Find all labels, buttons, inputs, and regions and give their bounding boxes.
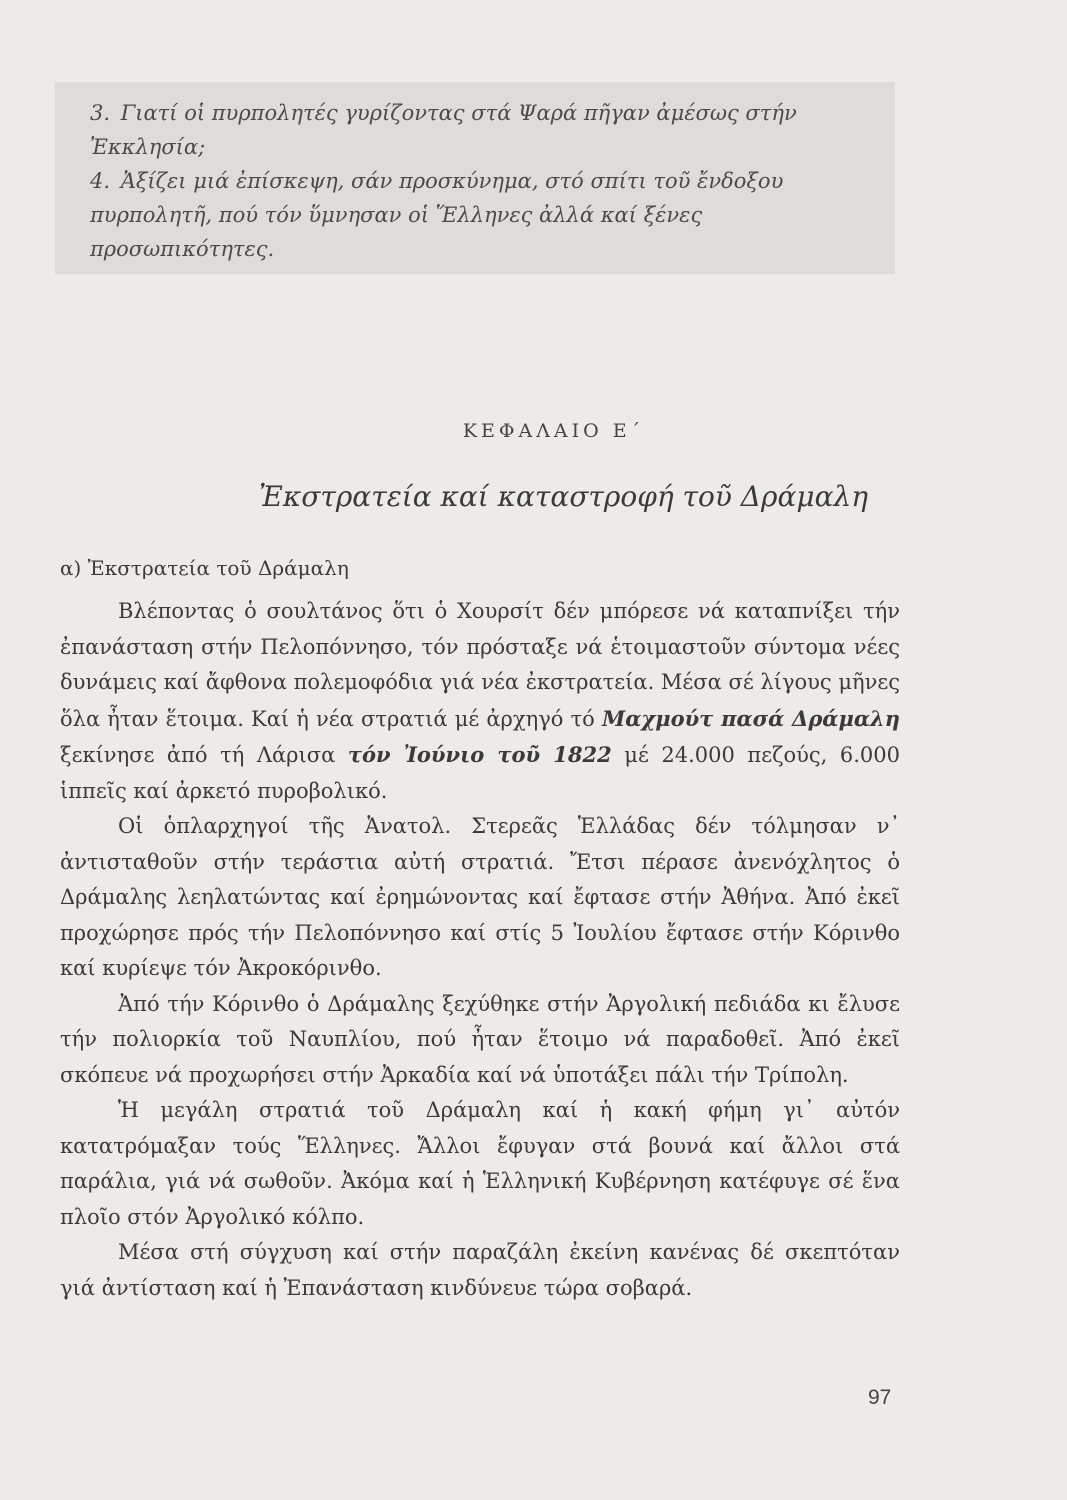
emphasis-name: Μαχμούτ πασά Δράμαλη <box>601 705 900 731</box>
paragraph: Οἱ ὁπλαρχηγοί τῆς Ἀνατολ. Στερεᾶς Ἑλλάδας δέν τόλμησαν ν᾽ ἀντισταθοῦν στήν τεράστια αὐτή στρατιά. Ἔτσι πέρασε ἀνενόχλητος ὁ Δράμαλης λεηλατώντας καί ἐρημώνοντας καί ἔφτασε στήν Ἀθήνα. Ἀπό ἐκεῖ προχώρησε πρός τήν Πελοπόννησο καί στίς 5 Ἰουλίου ἔφτασε στήν Κόρινθο καί κυρίεψε τόν Ἀκροκόρινθο. <box>60 814 900 980</box>
paragraph: Ἡ μεγάλη στρατιά τοῦ Δράμαλη καί ἡ κακή φήμη γι᾽ αὐτόν κατατρόμαξαν τούς Ἕλληνες. Ἄλλοι ἔφυγαν στά βουνά καί ἄλλοι στά παράλια, γιά νά σωθοῦν. Ἀκόμα καί ἡ Ἑλληνική Κυβέρνηση κατέφυγε σέ ἕνα πλοῖο στόν Ἀργολικό κόλπο. <box>60 1098 900 1229</box>
question-number: 3. <box>90 101 111 125</box>
question-text: Γιατί οἱ πυρπολητές γυρίζοντας στά Ψαρά πῆγαν ἀμέσως στήν Ἐκκλησία; <box>90 101 797 159</box>
question-text: Ἀξίζει μιά ἐπίσκεψη, σάν προσκύνημα, στό σπίτι τοῦ ἔνδοξου πυρπολητῆ, πού τόν ὕμνησαν οἱ Ἕλληνες ἀλλά καί ξένες προσωπικότητες. <box>90 169 784 261</box>
question-number: 4. <box>90 169 111 193</box>
emphasis-date: τόν Ἰούνιο τοῦ 1822 <box>347 742 612 767</box>
chapter-title: Ἐκστρατεία καί καταστροφή τοῦ Δράμαλη <box>258 480 869 513</box>
paragraph-text: ξεκίνησε ἀπό τή Λάρισα <box>60 743 348 767</box>
chapter-label: ΚΕΦΑΛΑΙΟ Ε΄ <box>462 420 645 442</box>
section-heading: α) Ἐκστρατεία τοῦ Δράμαλη <box>60 556 349 580</box>
page-number: 97 <box>868 1386 892 1409</box>
paragraph: Μέσα στή σύγχυση καί στήν παραζάλη ἐκείνη κανένας δέ σκεπτόταν γιά ἀντίσταση καί ἡ Ἐπανάσταση κινδύνευε τώρα σοβαρά. <box>60 1240 900 1300</box>
paragraph-text: Βλέποντας ὁ σουλτάνος ὅτι ὁ Χουρσίτ δέν μπόρεσε νά καταπνίξει τήν ἐπανάσταση στήν Πελοπόννησο, τόν πρόσταξε νά ἑτοιμαστοῦν σύντομα νέες δυνάμεις καί ἄφθονα πολεμοφόδια γιά νέα ἐκστρατεία. Μέσα σέ λίγους μῆνες ὅλα ἦταν ἕτοιμα. Καί ἡ νέα στρατιά μέ ἀρχηγό τό <box>60 599 900 731</box>
paragraph <box>60 594 900 809</box>
body-text <box>60 594 900 1306</box>
paragraph-text: μέ 24.000 πεζούς, 6.000 ἱππεῖς καί ἀρκετό πυροβολικό. <box>60 743 900 803</box>
question-item <box>90 96 860 164</box>
question-item <box>90 164 860 266</box>
paragraph: Ἀπό τήν Κόρινθο ὁ Δράμαλης ξεχύθηκε στήν Ἀργολική πεδιάδα κι ἔλυσε τήν πολιορκία τοῦ Ναυπλίου, πού ἦταν ἕτοιμο νά παραδοθεῖ. Ἀπό ἐκεῖ σκόπευε νά προχωρήσει στήν Ἀρκαδία καί νά ὑποτάξει πάλι τήν Τρίπολη. <box>60 991 900 1087</box>
